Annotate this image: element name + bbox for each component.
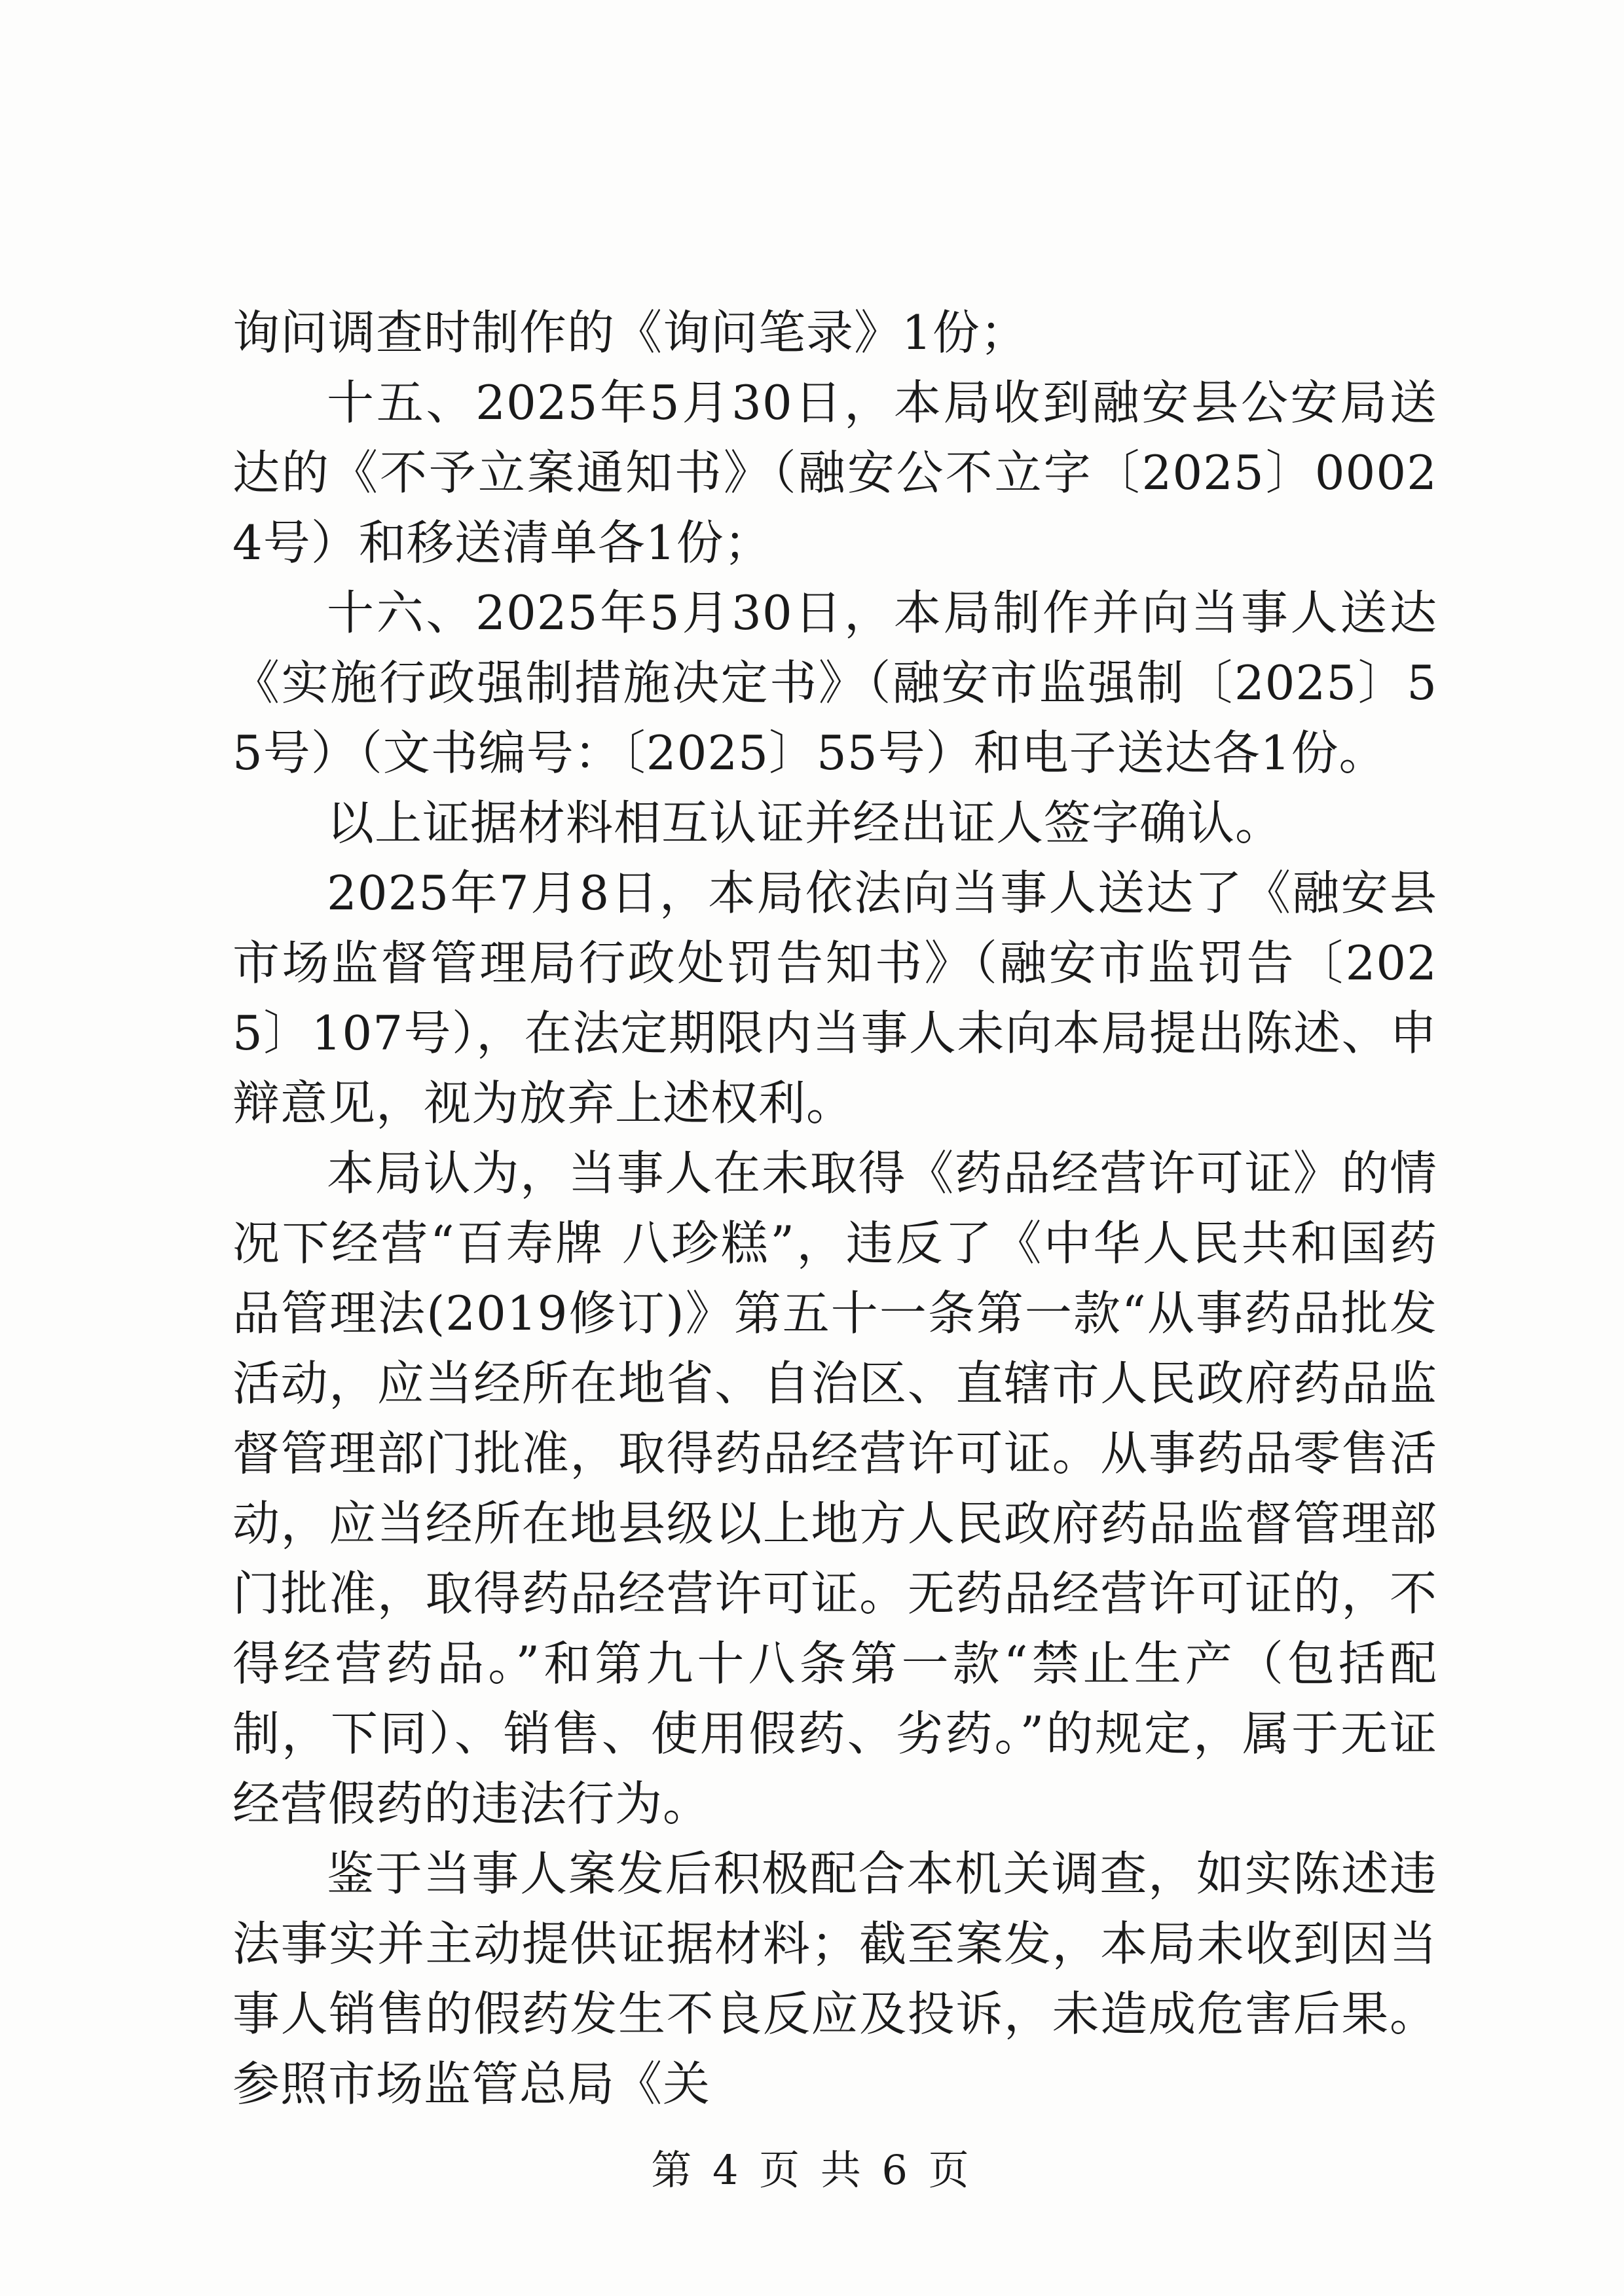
paragraph-1: 询问调查时制作的《询问笔录》1份； — [232, 305, 1028, 360]
paragraph-2: 十五、2025年5月30日，本局收到融安县公安局送达的《不予立案通知书》（融安公不立字〔2025〕00024号）和移送清单各1份； — [232, 375, 1437, 570]
document-body — [232, 298, 1437, 2119]
paragraph-3: 十六、2025年5月30日，本局制作并向当事人送达《实施行政强制措施决定书》（融安市监强制〔2025〕55号）（文书编号：〔2025〕55号）和电子送达各1份。 — [232, 585, 1437, 780]
paragraph-6: 本局认为，当事人在未取得《药品经营许可证》的情况下经营“百寿牌 八珍糕”，违反了《中华人民共和国药品管理法(2019修订)》第五十一条第一款“从事药品批发活动，应当经所在地省、自治区、直辖市人民政府药品监督管理部门批准，取得药品经营许可证。从事药品零售活动，应当经所在地县级以上地方人民政府药品监督管理部门批准，取得药品经营许可证。无药品经营许可证的，不得经营药品。”和第九十八条第一款“禁止生产（包括配制，下同）、销售、使用假药、劣药。”的规定，属于无证经营假药的违法行为。 — [232, 1146, 1437, 1831]
paragraph-5: 2025年7月8日，本局依法向当事人送达了《融安县市场监督管理局行政处罚告知书》（融安市监罚告〔2025〕107号），在法定期限内当事人未向本局提出陈述、申辩意见，视为放弃上述权利。 — [232, 866, 1437, 1131]
paragraph-7: 鉴于当事人案发后积极配合本机关调查，如实陈述违法事实并主动提供证据材料；截至案发，本局未收到因当事人销售的假药发生不良反应及投诉，未造成危害后果。参照市场监管总局《关 — [232, 1846, 1437, 2111]
page-number-footer: 第 4 页 共 6 页 — [651, 2146, 973, 2194]
paragraph-4: 以上证据材料相互认证并经出证人签字确认。 — [327, 795, 1283, 850]
